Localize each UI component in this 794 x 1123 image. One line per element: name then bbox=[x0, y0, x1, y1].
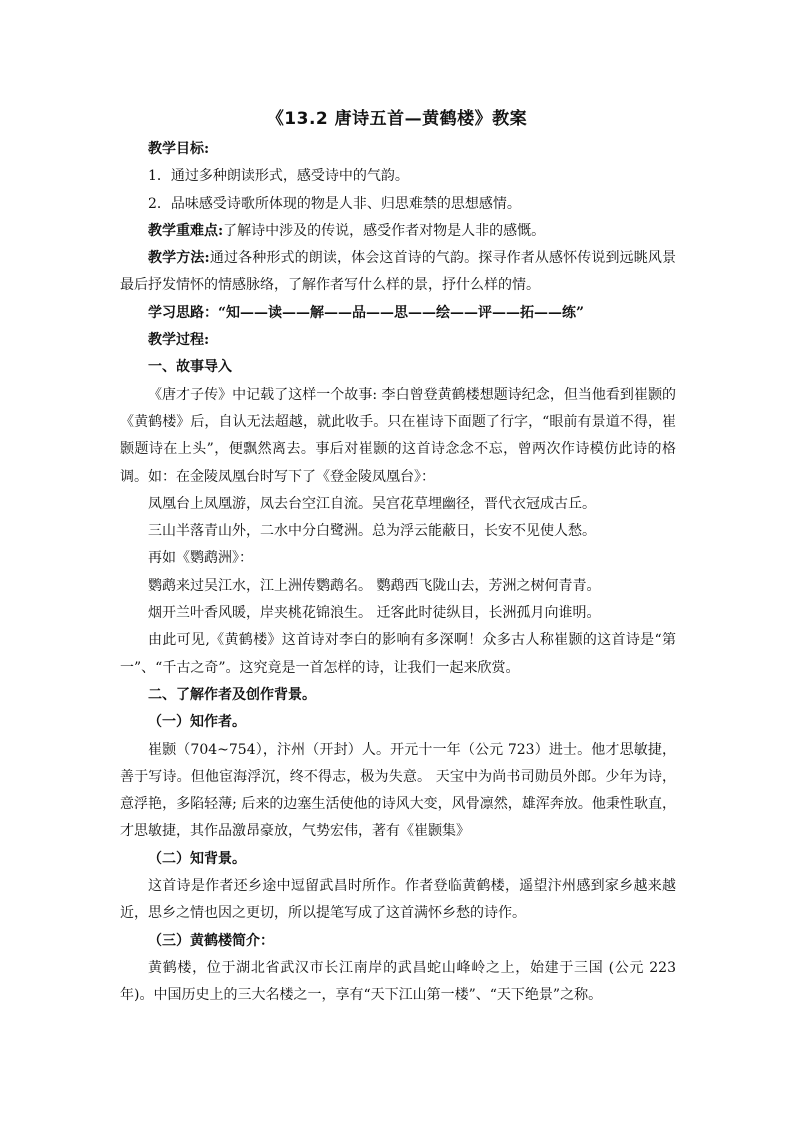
key-points-paragraph bbox=[120, 218, 676, 245]
conclusion-paragraph: 由此可见,《黄鹤楼》这首诗对李白的影响有多深啊！众多古人称崔颢的这首诗是“第一”、“千古之奇”。这究竟是一首怎样的诗，让我们一起来欣赏。 bbox=[120, 632, 676, 676]
key-points-label: 教学重难点: bbox=[148, 222, 224, 239]
key-points-text: 了解诗中涉及的传说，感受作者对物是人非的感慨。 bbox=[223, 222, 546, 239]
document-body bbox=[120, 136, 676, 1010]
poem-line: 烟开兰叶香风暖，岸夹桃花锦浪生。 迁客此时徒纵目，长洲孤月向谁明。 bbox=[148, 605, 601, 622]
document-title: 《13.2 唐诗五首—黄鹤楼》教案 bbox=[266, 109, 528, 129]
goals-heading: 教学目标: bbox=[148, 141, 210, 157]
process-heading: 教学过程: bbox=[148, 332, 210, 349]
method-text: 通过各种形式的朗读，体会这首诗的气韵。探寻作者从感怀传说到远眺风景最后抒发情怀的情感脉络，了解作者写什么样的景，抒什么样的情。 bbox=[120, 250, 677, 294]
approach-label: 学习思路： bbox=[148, 304, 218, 321]
tower-paragraph: 黄鹤楼，位于湖北省武汉市长江南岸的武昌蛇山峰岭之上，始建于三国 (公元 223 年)。中国历史上的三大名楼之一，享有“天下江山第一楼”、“天下绝景”之称。 bbox=[120, 959, 676, 1004]
poem-line: 鹦鹉来过吴江水，江上洲传鹦鹉名。 鹦鹉西飞陇山去，芳洲之树何青青。 bbox=[148, 577, 601, 594]
subsection-heading-author: （一）知作者。 bbox=[148, 714, 246, 731]
background-paragraph: 这首诗是作者还乡途中逗留武昌时所作。作者登临黄鹤楼，遥望汴州感到家乡越来越近，思乡之情也因之更切，所以提笔写成了这首满怀乡愁的诗作。 bbox=[120, 878, 676, 922]
poem2-intro: 再如《鹦鹉洲》： bbox=[148, 550, 253, 567]
poem-line: 凤凰台上凤凰游，凤去台空江自流。吴宫花草埋幽径，晋代衣冠成古丘。 bbox=[148, 495, 596, 512]
method-label: 教学方法: bbox=[148, 250, 210, 267]
poem-line: 三山半落青山外，二水中分白鹭洲。总为浮云能蔽日，长安不见使人愁。 bbox=[148, 523, 596, 540]
section-heading-1: 一、故事导入 bbox=[148, 359, 232, 376]
goal-item-1: 1．通过多种朗读形式，感受诗中的气韵。 bbox=[148, 168, 409, 185]
section-heading-2: 二、了解作者及创作背景。 bbox=[148, 686, 316, 703]
goal-item-2: 2．品味感受诗歌所体现的物是人非、归思难禁的思想感情。 bbox=[148, 195, 521, 212]
subsection-heading-background: （二）知背景。 bbox=[148, 850, 246, 867]
subsection-heading-tower: （三）黄鹤楼简介： bbox=[148, 932, 274, 949]
story-paragraph: 《唐才子传》中记载了这样一个故事: 李白曾登黄鹤楼想题诗纪念，但当他看到崔颢的《黄鹤楼》后，自认无法超越，就此收手。只在崔诗下面题了行字，“眼前有景道不得，崔颢题诗在上头”，便飘然离去。事后对崔颢的这首诗念念不忘，曾两次作诗模仿此诗的格调。如：在金陵凤凰台时写下了《登金陵凤凰台》： bbox=[120, 386, 676, 485]
author-paragraph: 崔颢（704~754），汴州（开封）人。开元十一年（公元 723）进士。他才思敏捷，善于写诗。但他宦海浮沉，终不得志，极为失意。 天宝中为尚书司勋员外郎。少年为诗，意浮艳，多陷轻薄; 后来的边塞生活使他的诗风大变，风骨凛然，雄浑奔放。他秉性耿直，才思敏捷，其作品激昂豪放，气势宏伟，著有《崔颢集》 bbox=[120, 741, 676, 840]
approach-paragraph bbox=[120, 300, 676, 327]
approach-text: “知——读——解——品——思——绘——评——拓——练” bbox=[218, 304, 585, 321]
method-paragraph bbox=[120, 245, 676, 300]
